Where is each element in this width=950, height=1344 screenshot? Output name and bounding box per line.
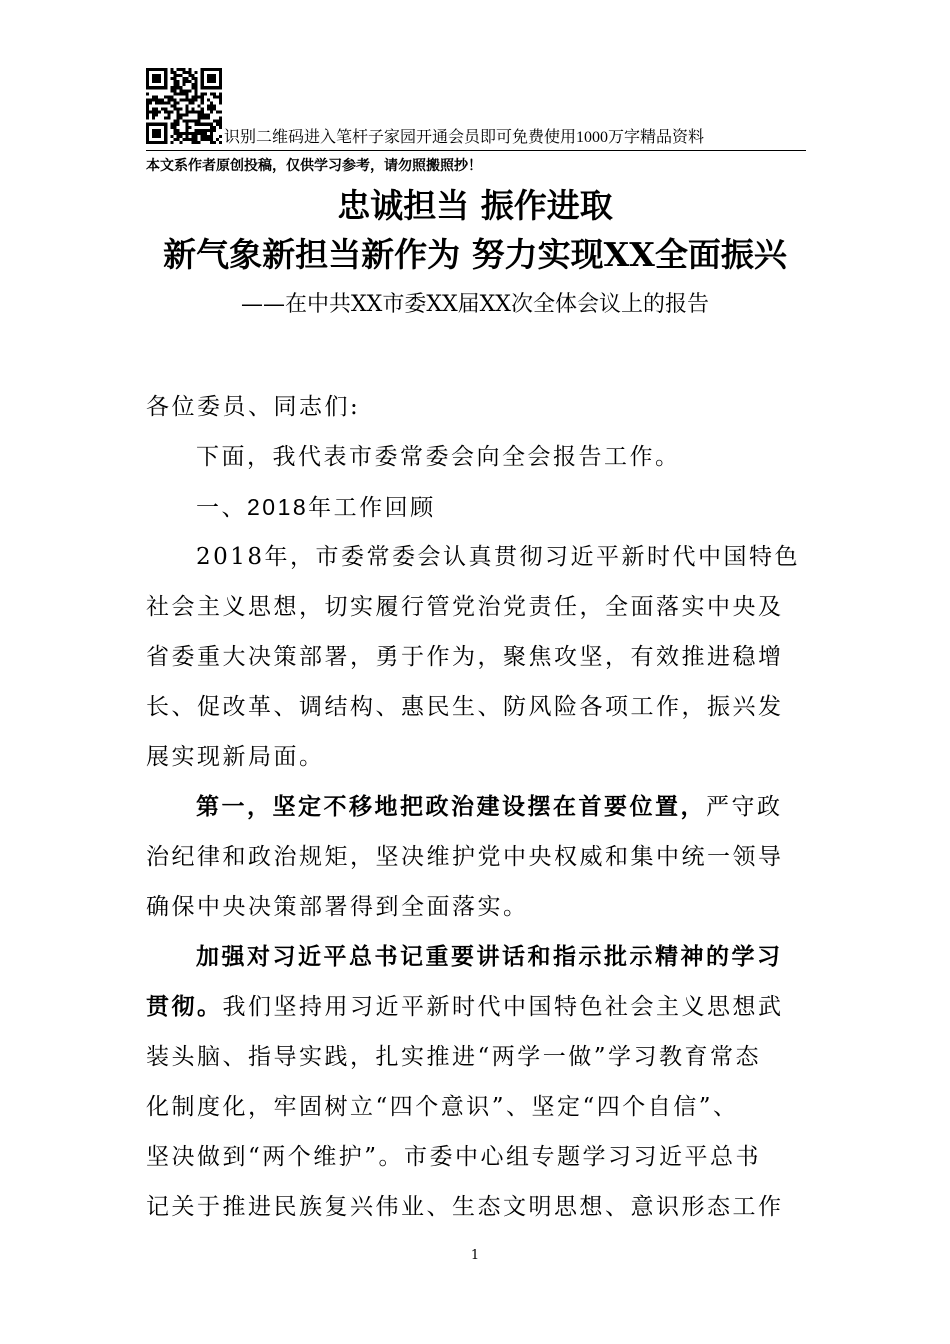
header-notice: 识别二维码进入笔杆子家园开通会员即可免费使用1000万字精品资料 xyxy=(224,129,705,146)
paragraph-line xyxy=(146,982,808,1032)
section-heading: 一、2018年工作回顾 xyxy=(196,494,436,520)
paragraph-line: 长、促改革、调结构、惠民生、防风险各项工作，振兴发 xyxy=(146,694,784,720)
emphasis-lead-end: 贯彻。 xyxy=(146,993,223,1020)
header-divider xyxy=(146,150,806,151)
intro-paragraph: 下面，我代表市委常委会向全会报告工作。 xyxy=(196,444,681,470)
paragraph-text: 我们坚持用习近平新时代中国特色社会主义思想武 xyxy=(222,994,784,1020)
paragraph-line: 省委重大决策部署，勇于作为，聚焦攻坚，有效推进稳增 xyxy=(146,644,784,670)
report-body xyxy=(146,382,808,1232)
paragraph-line: 装头脑、指导实践，扎实推进“两学一做”学习教育常态 xyxy=(146,1044,762,1070)
paragraph-line: 治纪律和政治规矩，坚决维护党中央权威和集中统一领导 xyxy=(146,844,784,870)
report-subtitle: ——在中共XX市委XX届XX次全体会议上的报告 xyxy=(241,292,709,317)
main-title-line2: 新气象新担当新作为 努力实现XX全面振兴 xyxy=(163,235,787,274)
qr-code-image xyxy=(146,68,222,144)
paragraph-line: 社会主义思想，切实履行管党治党责任，全面落实中央及 xyxy=(146,594,784,620)
paragraph-line xyxy=(146,782,808,832)
emphasis-lead: 加强对习近平总书记重要讲话和指示批示精神的学习 xyxy=(196,943,783,970)
paragraph-line: 确保中央决策部署得到全面落实。 xyxy=(146,894,529,920)
paragraph-line: 坚决做到“两个维护”。市委中心组专题学习习近平总书 xyxy=(146,1144,762,1170)
paragraph-text: 严守政 xyxy=(706,794,783,820)
paragraph-line: 2018年，市委常委会认真贯彻习近平新时代中国特色 xyxy=(196,544,801,570)
main-title: 忠诚担当 振作进取 xyxy=(337,186,613,225)
author-note: 本文系作者原创投稿，仅供学习参考，请勿照搬照抄！ xyxy=(146,158,482,174)
emphasis-lead: 第一，坚定不移地把政治建设摆在首要位置， xyxy=(196,793,706,820)
page-number: 1 xyxy=(470,1248,480,1263)
paragraph-line: 记关于推进民族复兴伟业、生态文明思想、意识形态工作 xyxy=(146,1194,784,1220)
paragraph-line: 化制度化，牢固树立“四个意识”、坚定“四个自信”、 xyxy=(146,1094,739,1120)
paragraph-line: 展实现新局面。 xyxy=(146,744,325,770)
salutation: 各位委员、同志们: xyxy=(146,394,361,420)
